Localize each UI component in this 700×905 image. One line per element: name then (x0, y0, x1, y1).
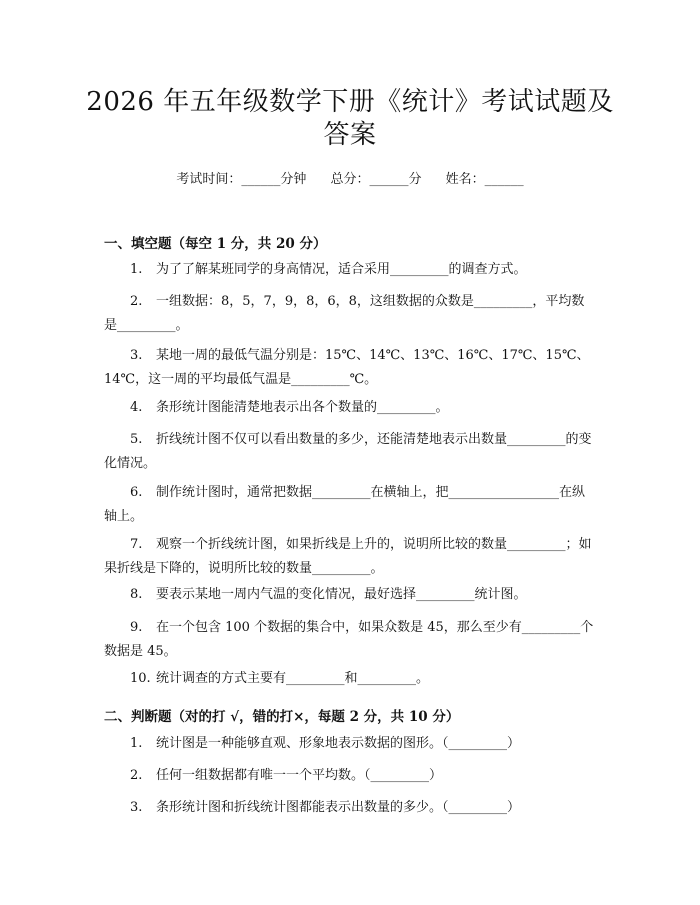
question-text: 统计调查的方式主要有_________和_________。 (156, 671, 430, 686)
question-text: 观察一个折线统计图，如果折线是上升的，说明所比较的数量_________；如果折线是下降的，说明所比较的数量_________。 (104, 537, 592, 576)
question-number: 10. (130, 671, 151, 686)
page-title-line1: 2026 年五年级数学下册《统计》考试试题及 (86, 87, 614, 117)
question-number: 2. (130, 294, 143, 309)
question-number: 5. (130, 432, 143, 447)
question-item (104, 667, 594, 691)
question-item (104, 796, 594, 820)
question-item (104, 428, 594, 476)
page-title-line2: 答案 (323, 120, 377, 150)
question-item (104, 533, 594, 581)
question-text: 折线统计图不仅可以看出数量的多少，还能清楚地表示出数量_________的变化情况。 (104, 432, 592, 471)
question-item (104, 344, 594, 392)
question-text: 任何一组数据都有唯一一个平均数。（_________） (156, 768, 443, 783)
section-heading-fill-blank: 一、填空题（每空 1 分，共 20 分） (104, 236, 327, 252)
question-item (104, 764, 594, 788)
question-item (104, 290, 594, 338)
total-score-field: 总分：______分 (330, 172, 422, 187)
question-item (104, 481, 594, 529)
question-text: 统计图是一种能够直观、形象地表示数据的图形。（_________） (156, 736, 521, 751)
question-item (104, 258, 594, 282)
student-name-field: 姓名：______ (445, 172, 524, 187)
exam-time-field: 考试时间：______分钟 (176, 172, 307, 187)
question-text: 某地一周的最低气温分别是：15℃、14℃、13℃、16℃、17℃、15℃、14℃，这一周的平均最低气温是_________℃。 (104, 348, 590, 387)
question-text: 制作统计图时，通常把数据_________在横轴上，把_________________在纵轴上。 (104, 485, 586, 524)
question-item (104, 616, 594, 664)
question-number: 3. (130, 348, 143, 363)
question-text: 条形统计图能清楚地表示出各个数量的_________。 (156, 400, 449, 415)
exam-meta (0, 168, 700, 187)
section-heading-true-false: 二、判断题（对的打 √，错的打×，每题 2 分，共 10 分） (104, 709, 460, 725)
question-number: 9. (130, 620, 143, 635)
question-text: 为了了解某班同学的身高情况，适合采用_________的调查方式。 (156, 262, 527, 277)
question-number: 4. (130, 400, 143, 415)
question-number: 1. (130, 262, 143, 277)
question-item (104, 732, 594, 756)
question-number: 1. (130, 736, 143, 751)
question-text: 条形统计图和折线统计图都能表示出数量的多少。（_________） (156, 800, 521, 815)
question-number: 2. (130, 768, 143, 783)
question-number: 6. (130, 485, 143, 500)
question-text: 一组数据：8，5，7，9，8，6，8，这组数据的众数是_________，平均数是_________。 (104, 294, 585, 333)
question-number: 8. (130, 587, 143, 602)
question-item (104, 583, 594, 607)
question-text: 要表示某地一周内气温的变化情况，最好选择_________统计图。 (156, 587, 527, 602)
question-item (104, 396, 594, 420)
question-number: 3. (130, 800, 143, 815)
question-number: 7. (130, 537, 143, 552)
question-text: 在一个包含 100 个数据的集合中，如果众数是 45，那么至少有_________个数据是 45。 (104, 620, 594, 659)
